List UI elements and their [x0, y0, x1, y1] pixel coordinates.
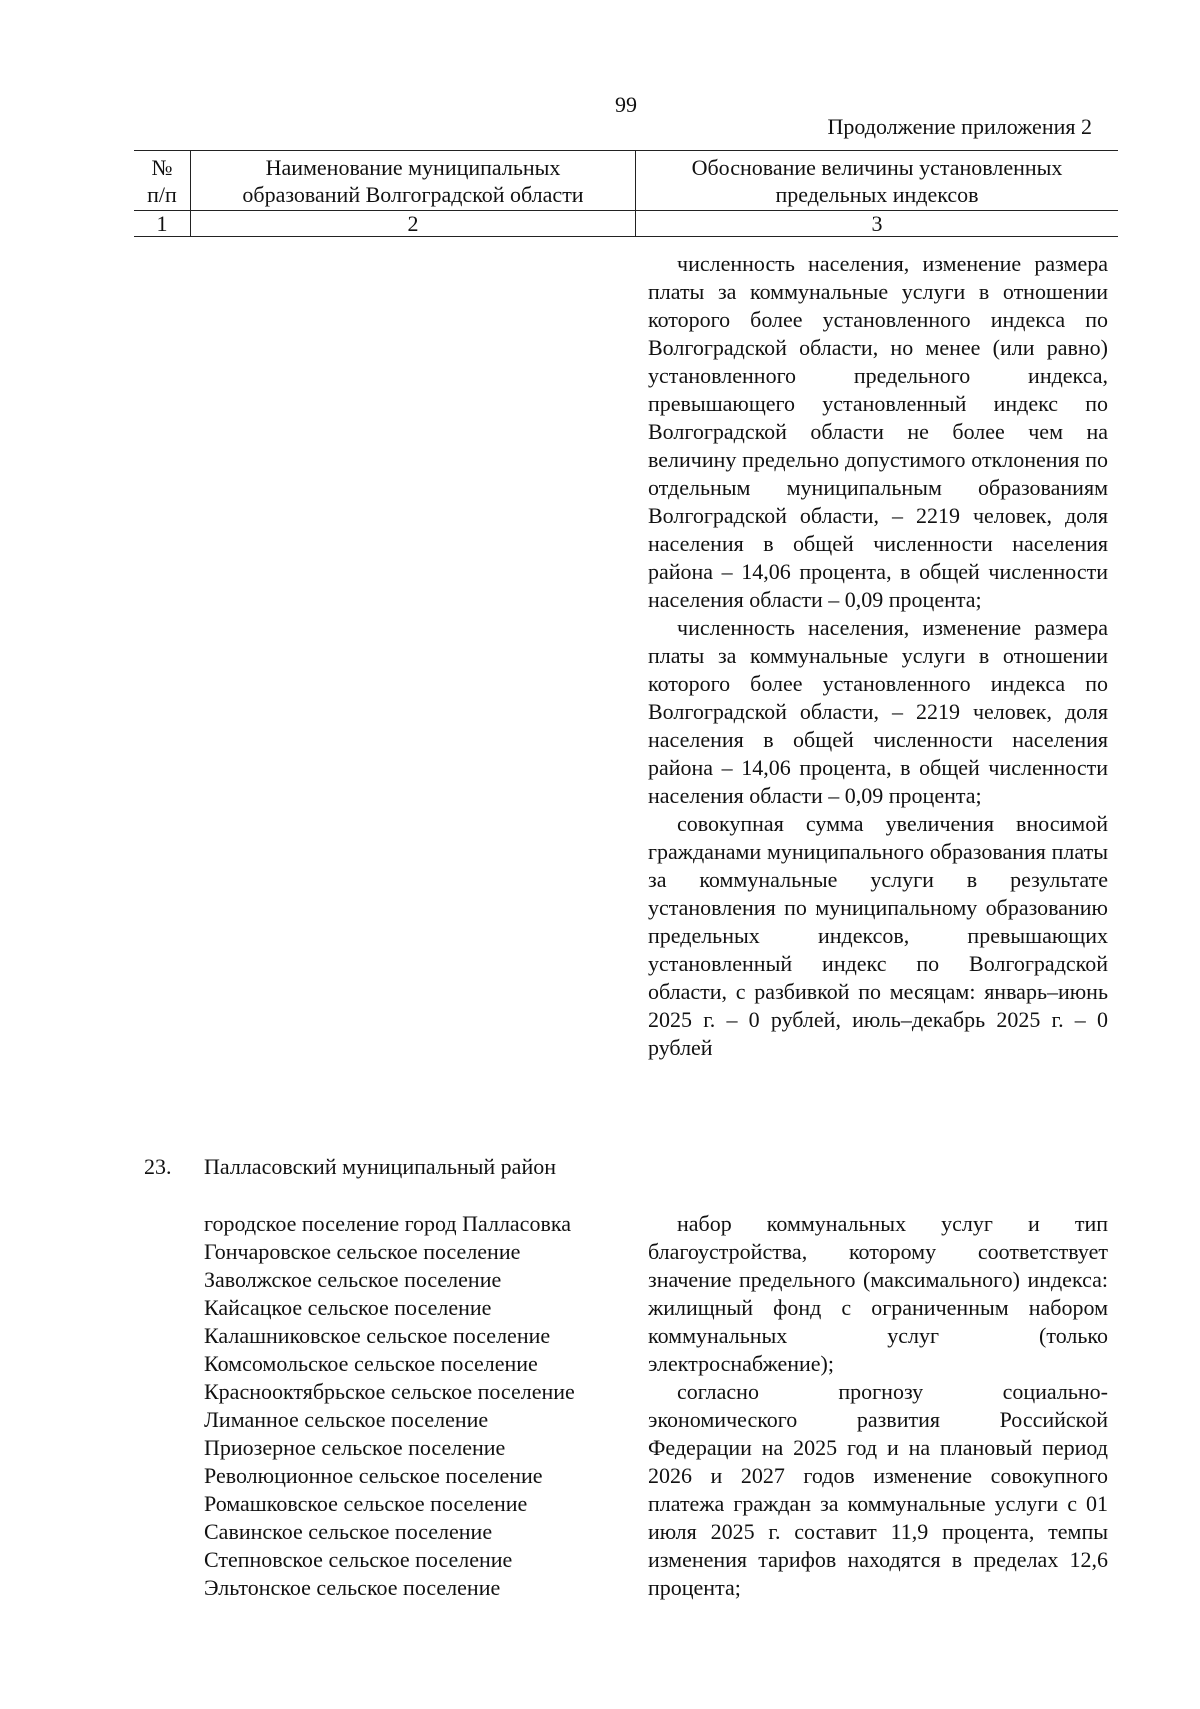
settlement-item: Ромашковское сельское поселение: [204, 1491, 528, 1516]
table-header-titles-row: [134, 151, 1118, 211]
header-col-number: [134, 151, 191, 211]
header-col-justification-line1: Обоснование величины установленных: [691, 155, 1063, 180]
settlement-list: [204, 1210, 575, 1602]
header-col-number-line1: №: [151, 155, 173, 180]
settlement-item: Гончаровское сельское поселение: [204, 1239, 521, 1264]
settlement-item: Краснооктябрьское сельское поселение: [204, 1379, 575, 1404]
justification-paragraph: совокупная сумма увеличения вносимой гражданами муниципального образования платы за коммунальные услуги в результате установления по муниципальному образованию предельных индексов, превышающих установленный индекс по Волгоградской области, с разбивкой по месяцам: январь–июнь 2025 г. – 0 рублей, июль–декабрь 2025 г. – 0 рублей: [648, 811, 1108, 1060]
settlement-item: Степновское сельское поселение: [204, 1547, 513, 1572]
table-header-numbers-row: [134, 211, 1118, 237]
settlement-item: Лиманное сельское поселение: [204, 1407, 489, 1432]
district-name: Палласовский муниципальный район: [204, 1154, 556, 1179]
entry-23-justification: [648, 1210, 1108, 1602]
header-col-justification: [636, 151, 1119, 211]
settlement-item: Савинское сельское поселение: [204, 1519, 493, 1544]
justification-paragraph: набор коммунальных услуг и тип благоустройства, которому соответствует значение предельного (максимального) индекса: жилищный фонд с ограниченным набором коммунальных услуг (только электроснабжение);: [648, 1211, 1108, 1376]
settlement-item: Приозерное сельское поселение: [204, 1435, 506, 1460]
settlement-item: Комсомольское сельское поселение: [204, 1351, 538, 1376]
settlement-item: Заволжское сельское поселение: [204, 1267, 502, 1292]
settlement-item: городское поселение город Палласовка: [204, 1211, 571, 1236]
justification-paragraph: численность населения, изменение размера платы за коммунальные услуги в отношении которого более установленного индекса по Волгоградской области, но менее (или равно) установленного предельного индекса, превышающего установленный индекс по Волгоградской области не более чем на величину предельно допустимого отклонения по отдельным муниципальным образованиям Волгоградской области, – 2219 человек, доля населения в общей численности населения района – 14,06 процента, в общей численности населения области – 0,09 процента;: [648, 251, 1108, 612]
header-num-1: 1: [134, 211, 191, 237]
settlement-item: Кайсацкое сельское поселение: [204, 1295, 492, 1320]
prev-entry-justification: [648, 250, 1108, 1062]
header-col-number-line2: п/п: [147, 182, 177, 207]
page-number: 99: [615, 92, 637, 117]
header-col-municipality-line1: Наименование муниципальных: [265, 155, 561, 180]
entry-number: 23.: [144, 1154, 172, 1179]
header-col-municipality-line2: образований Волгоградской области: [242, 182, 584, 207]
settlement-item: Эльтонское сельское поселение: [204, 1575, 501, 1600]
settlement-item: Революционное сельское поселение: [204, 1463, 543, 1488]
table-header: [134, 150, 1118, 237]
justification-paragraph: численность населения, изменение размера платы за коммунальные услуги в отношении которого более установленного индекса по Волгоградской области, – 2219 человек, доля населения в общей численности населения района – 14,06 процента, в общей численности населения области – 0,09 процента;: [648, 615, 1108, 808]
header-num-3: 3: [636, 211, 1119, 237]
header-num-2: 2: [191, 211, 636, 237]
appendix-continuation-label: Продолжение приложения 2: [827, 114, 1092, 139]
header-col-municipality: [191, 151, 636, 211]
justification-paragraph: согласно прогнозу социально-экономического развития Российской Федерации на 2025 год и на плановый период 2026 и 2027 годов изменение совокупного платежа граждан за коммунальные услуги с 01 июля 2025 г. составит 11,9 процента, темпы изменения тарифов находятся в пределах 12,6 процента;: [648, 1379, 1108, 1600]
header-col-justification-line2: предельных индексов: [775, 182, 979, 207]
settlement-item: Калашниковское сельское поселение: [204, 1323, 551, 1348]
